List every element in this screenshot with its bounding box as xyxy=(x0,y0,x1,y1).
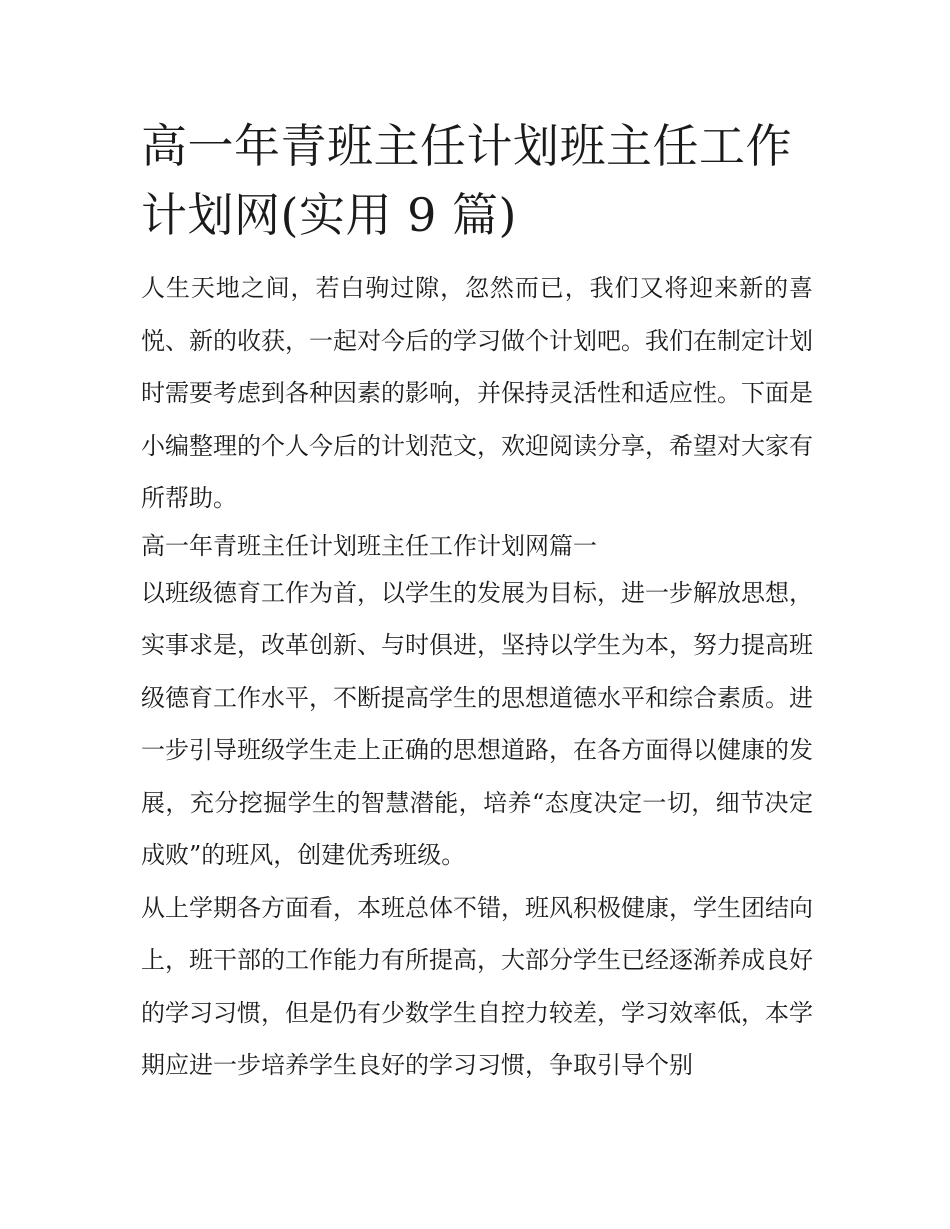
intro-paragraph: 人生天地之间，若白驹过隙，忽然而已，我们又将迎来新的喜悦、新的收获，一起对今后的学习做个计划吧。我们在制定计划时需要考虑到各种因素的影响，并保持灵活性和适应性。下面是小编整理的个人今后的计划范文，欢迎阅读分享，希望对大家有所帮助。 xyxy=(141,274,813,512)
document-body xyxy=(141,112,813,1092)
section-heading: 高一年青班主任计划班主任工作计划网篇一 xyxy=(141,531,597,560)
document-title: 高一年青班主任计划班主任工作计划网(实用 9 篇) xyxy=(141,119,792,242)
body-paragraph: 从上学期各方面看，本班总体不错，班风积极健康，学生团结向上，班干部的工作能力有所提高，大部分学生已经逐渐养成良好的学习习惯，但是仍有少数学生自控力较差，学习效率低，本学期应进一步培养学生良好的学习习惯，争取引导个别 xyxy=(141,893,813,1079)
body-paragraph: 以班级德育工作为首，以学生的发展为目标，进一步解放思想，实事求是，改革创新、与时俱进，坚持以学生为本，努力提高班级德育工作水平，不断提高学生的思想道德水平和综合素质。进一步引导班级学生走上正确的思想道路，在各方面得以健康的发展，充分挖掘学生的智慧潜能，培养“态度决定一切，细节决定成败”的班风，创建优秀班级。 xyxy=(141,578,813,869)
